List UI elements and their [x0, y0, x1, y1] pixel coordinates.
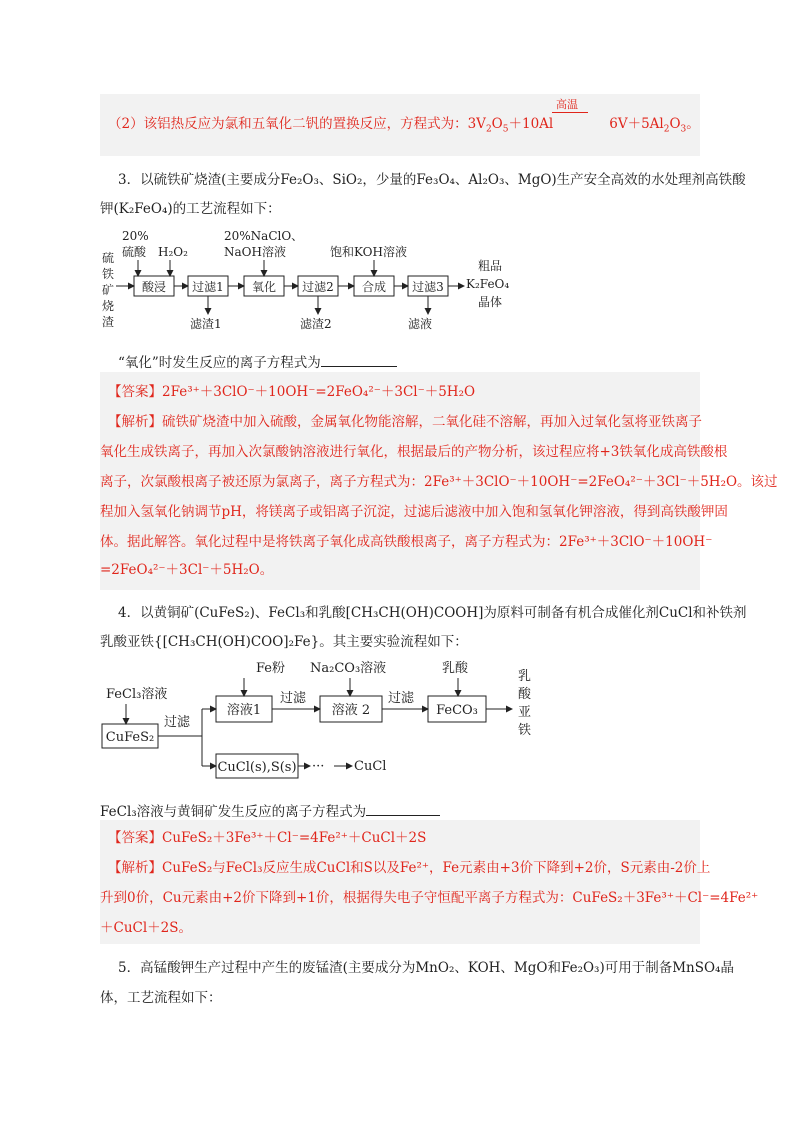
q3-answer: 【答案】2Fe³⁺＋3ClO⁻＋10OH⁻=2FeO₄²⁻＋3Cl⁻＋5H₂O: [108, 384, 476, 400]
q3-output-3: 滤液: [408, 317, 433, 331]
q3-reagent4: 饱和KOH溶液: [330, 245, 407, 259]
q5-line1: 5．高锰酸钾生产过程中产生的废锰渣(主要成分为MnO₂、KOH、MgO和Fe₂O₃)可用于制备MnSO₄晶: [118, 960, 734, 976]
q3-analysis-line2: 氧化生成铁离子，再加入次氯酸钠溶液进行氧化，根据最后的产物分析，该过程应将+3铁氧化成高铁酸根: [100, 444, 728, 460]
q4-analysis-line3: ＋CuCl＋2S。: [100, 920, 193, 936]
q4-reagent-3: 乳酸: [442, 661, 469, 676]
q4-reagent-2: Na₂CO₃溶液: [310, 661, 387, 676]
q3-start-char-3: 矿: [102, 283, 115, 297]
q4-analysis-line1: 【解析】CuFeS₂与FeCl₃反应生成CuCl和S以及Fe²⁺，Fe元素由+3价下降到+2价，S元素由-2价上: [108, 860, 711, 876]
q5-line2: 体，工艺流程如下：: [100, 990, 222, 1006]
q3-box-label-4: 过滤2: [302, 280, 334, 294]
q3-box-label-2: 过滤1: [192, 280, 224, 294]
q3-product-line3: 晶体: [478, 295, 503, 309]
q4-answer: 【答案】CuFeS₂＋3Fe³⁺＋Cl⁻=4Fe²⁺＋CuCl＋2S: [108, 830, 427, 846]
q4-filter-label-3: 过滤: [388, 691, 415, 706]
reaction-condition-line: [552, 112, 588, 113]
section2-equation: （2）该铝热反应为氯和五氧化二钒的置换反应，方程式为：$3V_2O_5+10Al$ $6V+5Al_2O_3$。: [108, 116, 700, 135]
q4-box2-label: 溶液 2: [331, 703, 371, 718]
q3-reagent1-line1: 20%: [122, 229, 149, 243]
q4-final: CuCl: [354, 759, 387, 774]
q3-box-label-1: 酸浸: [141, 280, 167, 294]
q3-product-line1: 粗品: [478, 259, 503, 273]
q3-line1: 3．以硫铁矿烧渣(主要成分Fe₂O₃、SiO₂，少量的Fe₃O₄、Al₂O₃、MgO)生产安全高效的水处理剂高铁酸: [118, 172, 746, 188]
q3-box-label-6: 过滤3: [412, 280, 444, 294]
q4-filter-label-1: 过滤: [164, 715, 191, 730]
q3-reagent3-line1: 20%NaClO、: [224, 229, 304, 243]
q3-line2: 钾(K₂FeO₄)的工艺流程如下：: [100, 201, 281, 217]
q3-analysis-line6: =2FeO₄²⁻＋3Cl⁻＋5H₂O。: [100, 562, 274, 578]
q4-reagent-start: FeCl₃溶液: [106, 687, 168, 702]
q3-reagent1-line2: 硫酸: [122, 245, 147, 259]
q4-dots: ···: [312, 759, 325, 774]
q4-box1-label: 溶液1: [226, 703, 262, 718]
q3-output-2: 滤渣2: [300, 317, 332, 331]
q3-analysis-line4: 程加入氢氧化钠调节pH，将镁离子或铝离子沉淀，过滤后滤液中加入饱和氢氧化钾溶液，得到高铁酸钾固: [100, 504, 728, 520]
q3-reagent3-line2: NaOH溶液: [224, 245, 286, 259]
q4-product-char-4: 铁: [518, 723, 532, 738]
q4-question: FeCl₃溶液与黄铜矿发生反应的离子方程式为: [100, 801, 440, 822]
q3-start-char-2: 铁: [102, 267, 115, 281]
q4-filter-label-2: 过滤: [280, 691, 307, 706]
q3-box-label-5: 合成: [361, 280, 387, 294]
q3-output-1: 滤渣1: [190, 317, 222, 331]
q4-product-char-2: 酸: [518, 687, 532, 702]
q4-box4-label: CuCl(s),S(s): [217, 760, 297, 775]
q3-flow-diagram: [98, 226, 518, 342]
q4-product-char-1: 乳: [518, 669, 532, 684]
q3-start-char-5: 渣: [102, 315, 115, 329]
q4-analysis-line2: 升到0价，Cu元素由+2价下降到+1价，根据得失电子守恒配平离子方程式为：CuFeS₂＋3Fe³⁺＋Cl⁻=4Fe²⁺: [100, 890, 759, 906]
q4-box3-label: FeCO₃: [436, 703, 478, 718]
q4-flow-diagram: [98, 652, 538, 788]
q4-line1: 4．以黄铜矿(CuFeS₂)、FeCl₃和乳酸[CH₃CH(OH)COOH]为原料可制备有机合成催化剂CuCl和补铁剂: [118, 605, 747, 621]
q3-start-char-4: 烧: [102, 299, 115, 313]
q3-answer-blank: [321, 352, 397, 367]
q3-box-label-3: 氧化: [251, 280, 277, 294]
q3-start-char-1: 硫: [102, 251, 115, 265]
reaction-condition: 高温: [556, 98, 578, 111]
q3-reagent2: H₂O₂: [158, 245, 188, 259]
q3-analysis-line3: 离子，次氯酸根离子被还原为氯离子，离子方程式为：2Fe³⁺＋3ClO⁻＋10OH⁻=2FeO₄²⁻＋3Cl⁻＋5H₂O。该过: [100, 474, 778, 490]
q3-analysis-line5: 体。据此解答。氧化过程中是将铁离子氧化成高铁酸根离子，离子方程式为：2Fe³⁺＋3ClO⁻＋10OH⁻: [100, 534, 713, 550]
q3-question: “氧化”时发生反应的离子方程式为: [118, 352, 397, 373]
q3-product-line2: K₂FeO₄: [466, 277, 510, 291]
q4-line2: 乳酸亚铁{[CH₃CH(OH)COO]₂Fe}。其主要实验流程如下：: [100, 634, 468, 650]
q4-answer-blank: [366, 801, 440, 816]
q4-reagent-1: Fe粉: [256, 661, 286, 676]
q4-start-box-label: CuFeS₂: [105, 730, 155, 745]
q3-analysis-line1: 【解析】硫铁矿烧渣中加入硫酸，金属氧化物能溶解，二氧化硅不溶解，再加入过氧化氢将亚铁离子: [108, 414, 702, 430]
q4-product-char-3: 亚: [518, 705, 532, 720]
